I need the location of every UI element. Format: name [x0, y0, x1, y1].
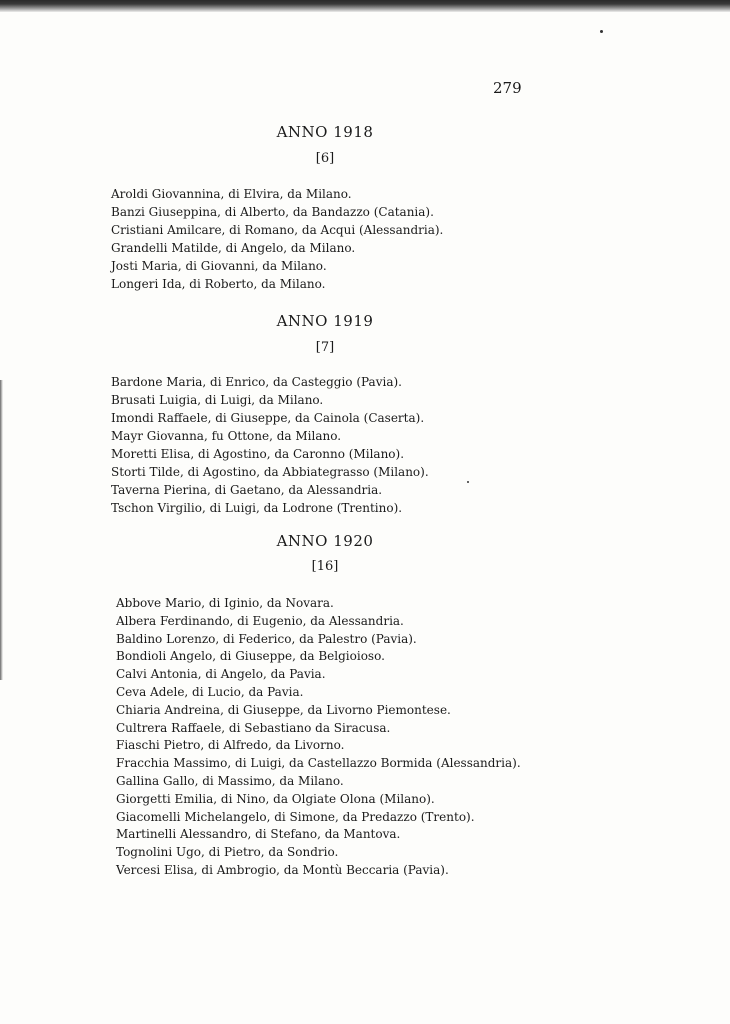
- list-item: Albera Ferdinando, di Eugenio, da Alessandria.: [116, 613, 404, 628]
- list-item: Cristiani Amilcare, di Romano, da Acqui (Alessandria).: [111, 223, 444, 237]
- scan-top-edge: [0, 0, 730, 12]
- list-item: Calvi Antonia, di Angelo, da Pavia.: [116, 667, 326, 682]
- list-item: Imondi Raffaele, di Giuseppe, da Cainola (Caserta).: [111, 411, 425, 425]
- list-item: Bondioli Angelo, di Giuseppe, da Belgioioso.: [116, 649, 385, 664]
- entry-list: [116, 595, 521, 880]
- list-item: Tschon Virgilio, di Luigi, da Lodrone (Trentino).: [111, 501, 403, 515]
- list-item: Brusati Luigia, di Luigi, da Milano.: [111, 393, 324, 407]
- list-item: Cultrera Raffaele, di Sebastiano da Siracusa.: [116, 720, 391, 735]
- list-item: Longeri Ida, di Roberto, da Milano.: [111, 277, 326, 291]
- list-item: Martinelli Alessandro, di Stefano, da Mantova.: [116, 827, 401, 842]
- list-item: Giorgetti Emilia, di Nino, da Olgiate Olona (Milano).: [116, 791, 435, 806]
- list-item: Tognolini Ugo, di Pietro, da Sondrio.: [116, 845, 339, 860]
- list-item: Giacomelli Michelangelo, di Simone, da Predazzo (Trento).: [116, 809, 475, 824]
- section-heading: ANNO 1919: [276, 312, 374, 330]
- list-item: Chiaria Andreina, di Giuseppe, da Livorno Piemontese.: [116, 702, 451, 717]
- list-item: Baldino Lorenzo, di Federico, da Palestro (Pavia).: [116, 631, 417, 646]
- scan-left-edge: [0, 380, 3, 680]
- list-item: Banzi Giuseppina, di Alberto, da Bandazzo (Catania).: [111, 205, 434, 219]
- scan-speck: [467, 481, 469, 483]
- entry-list: [111, 373, 429, 517]
- section-count: [7]: [315, 340, 335, 355]
- list-item: Fracchia Massimo, di Luigi, da Castellazzo Bormida (Alessandria).: [116, 756, 521, 771]
- list-item: Josti Maria, di Giovanni, da Milano.: [111, 259, 327, 273]
- list-item: Grandelli Matilde, di Angelo, da Milano.: [111, 241, 356, 255]
- list-item: Abbove Mario, di Iginio, da Novara.: [116, 596, 334, 610]
- section-heading: ANNO 1918: [276, 123, 374, 141]
- section-heading: ANNO 1920: [276, 532, 374, 550]
- list-item: Vercesi Elisa, di Ambrogio, da Montù Beccaria (Pavia).: [116, 862, 449, 877]
- section-count: [16]: [311, 559, 339, 574]
- list-item: Aroldi Giovannina, di Elvira, da Milano.: [111, 187, 352, 201]
- entry-list: [111, 185, 443, 293]
- list-item: Moretti Elisa, di Agostino, da Caronno (Milano).: [111, 447, 405, 461]
- list-item: Mayr Giovanna, fu Ottone, da Milano.: [111, 429, 342, 443]
- list-item: Fiaschi Pietro, di Alfredo, da Livorno.: [116, 738, 345, 753]
- list-item: Bardone Maria, di Enrico, da Casteggio (Pavia).: [111, 375, 402, 389]
- list-item: Storti Tilde, di Agostino, da Abbiategrasso (Milano).: [111, 465, 429, 479]
- list-item: Taverna Pierina, di Gaetano, da Alessandria.: [111, 483, 383, 497]
- scan-speck: [600, 30, 603, 33]
- section-count: [6]: [315, 151, 335, 166]
- page-number: 279: [493, 79, 522, 97]
- list-item: Ceva Adele, di Lucio, da Pavia.: [116, 684, 304, 699]
- list-item: Gallina Gallo, di Massimo, da Milano.: [116, 773, 344, 788]
